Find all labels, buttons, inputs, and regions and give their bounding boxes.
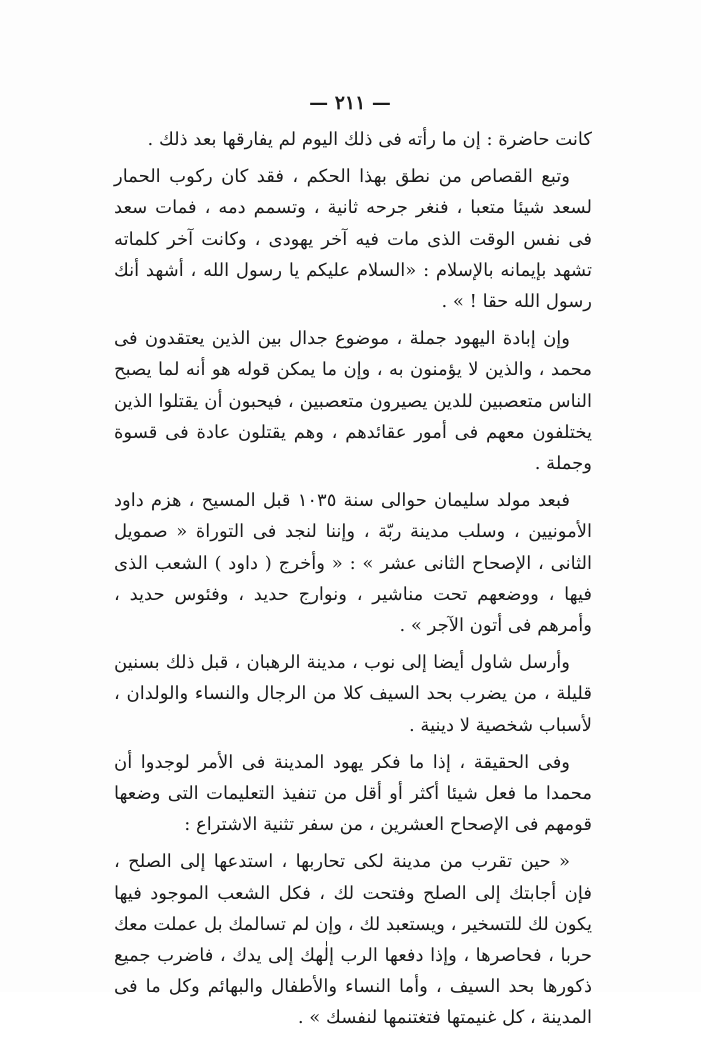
paragraph: وأرسل شاول أيضا إلى نوب ، مدينة الرهبان ، قبل ذلك بسنين قليلة ، من يضرب بحد السيف كلا من الرجال والنساء والولدان ، لأسباب شخصية لا دينية . [114,652,592,736]
paragraph: كانت حاضرة : إن ما رأته فى ذلك اليوم لم يفارقها بعد ذلك . [147,129,592,150]
paragraph: وإن إبادة اليهود جملة ، موضوع جدال بين الذين يعتقدون فى محمد ، والذين لا يؤمنون به ، وإن ما يمكن قوله هو أنه لما يصبح الناس متعصبين للدين يصيرون متعصبين ، فيحبون أن يقتلوا الذين يختلفون معهم فى أمور عقائدهم ، وهم يقتلون عادة فى قسوة وجملة . [114,328,592,475]
paragraph: « حين تقرب من مدينة لكى تحاربها ، استدعها إلى الصلح ، فإن أجابتك إلى الصلح وفتحت لك ، فكل الشعب الموجود فيها يكون لك للتسخير ، ويستعبد لك ، وإن لم تسالمك بل عملت معك حربا ، فحاصرها ، وإذا دفعها الرب إلٰهك إلى يدك ، فاضرب جميع ذكورها بحد السيف ، وأما النساء والأطفال والبهائم وكل ما فى المدينة ، كل غنيمتها فتغتنمها لنفسك » . [114,851,592,1029]
paragraph: فبعد مولد سليمان حوالى سنة ١٠٣٥ قبل المسيح ، هزم داود الأمونيين ، وسلب مدينة ربّة ، وإننا لنجد فى التوراة « صمويل الثانى ، الإصحاح الثانى عشر » : « وأخرج ( داود ) الشعب الذى فيها ، ووضعهم تحت مناشير ، ونوارج حديد ، وفئوس حديد ، وأمرهم فى أتون الآجر » . [114,490,592,637]
body-text [114,124,592,1040]
paragraph: وفى الحقيقة ، إذا ما فكر يهود المدينة فى الأمر لوجدوا أن محمدا ما فعل شيئا أكثر أو أقل من تنفيذ التعليمات التى وضعها قومهم فى الإصحاح العشرين ، من سفر تثنية الاشتراع : [114,751,592,836]
page-number: — ٢١١ — [309,92,391,114]
paragraph: وتبع القصاص من نطق بهذا الحكم ، فقد كان ركوب الحمار لسعد شيئا متعبا ، فنغر جرحه ثانية ، وتسمم دمه ، فمات سعد فى نفس الوقت الذى مات فيه آخر يهودى ، وكانت آخر كلماته تشهد بإيمانه بالإسلام : «السلام عليكم يا رسول الله ، أشهد أنك رسول الله حقا ! » . [114,166,592,313]
